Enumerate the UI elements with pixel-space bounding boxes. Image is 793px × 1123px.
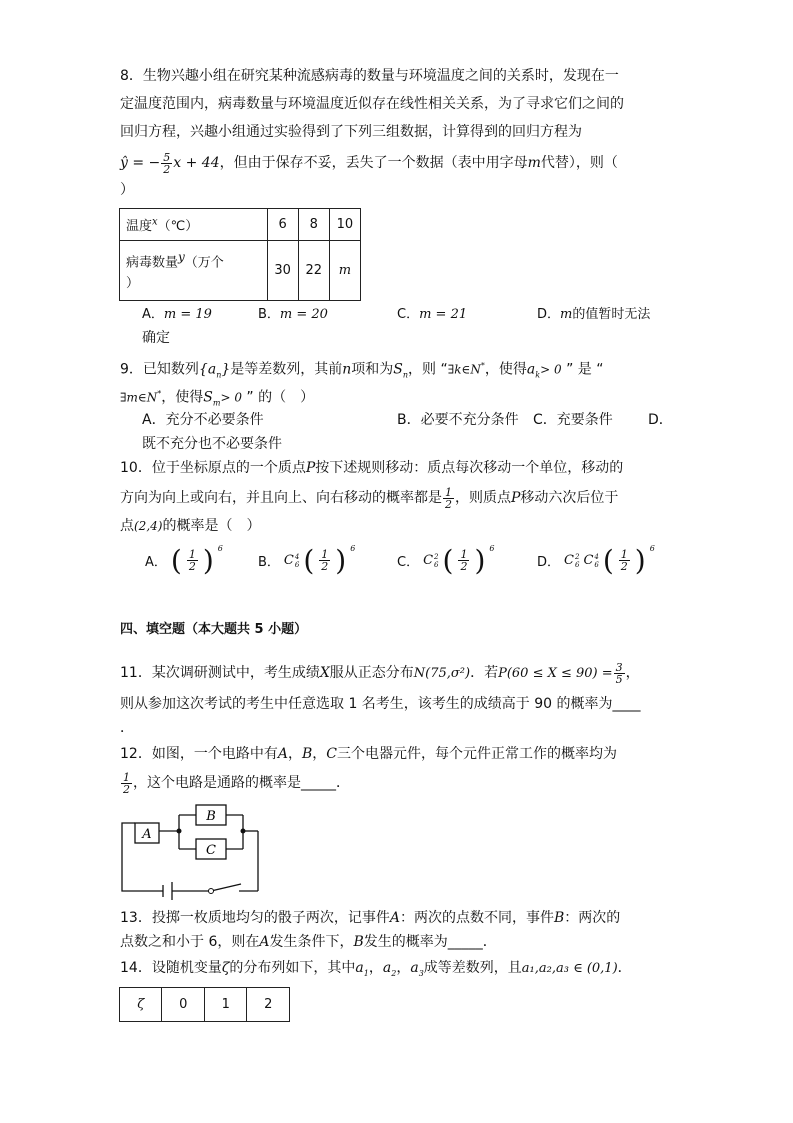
q14-distribution-table <box>119 987 290 1022</box>
q14-line-1: 14．设随机变量ζ的分布列如下，其中$a_1$，$a_2$，$a_3$成等差数列，且a₁,a₂,a₃ ∈ (0,1)． <box>120 960 632 978</box>
section-heading: 四、填空题（本大题共 5 小题） <box>120 622 308 637</box>
table-cell: 6 <box>267 209 298 241</box>
q11-line-3: ． <box>120 720 134 736</box>
q9-option-d-continued: 既不充分也不必要条件 <box>142 436 282 452</box>
label-a: A <box>142 827 152 842</box>
table-cell: 1 <box>204 988 247 1022</box>
q12-line-2: $\frac{1}{2}$ ，这个电路是通路的概率是_____． <box>123 770 350 796</box>
label-b: B <box>206 809 216 824</box>
table-cell: m <box>329 241 360 301</box>
q10-line-2: 方向为向上或向右，并且向上、向右移动的概率都是 $\frac{1}{2}$ ，则质点P移动六次后位于 <box>120 485 619 511</box>
q9-line-1: 9．已知数列$\{a_n\}$是等差数列，其前n项和为$S_n$，则 “∃k∈N*，使得$a_k> 0$ ” 是 “ <box>120 361 604 380</box>
table-cell: 8 <box>298 209 329 241</box>
label-c: C <box>206 843 216 858</box>
q8-data-table <box>119 208 361 301</box>
table-cell: ζ <box>120 988 162 1022</box>
q8-line-2: 定温度范围内，病毒数量与环境温度近似存在线性相关关系，为了寻求它们之间的 <box>120 96 624 112</box>
q8-line-5: ） <box>120 182 134 198</box>
q10-option-b: B． C 4 6 ( $\frac{1}{2}$ ) 6 <box>258 544 356 577</box>
q9-option-d: D． <box>648 412 673 428</box>
q8-option-d-continued: 确定 <box>142 330 170 346</box>
q9-line-2: ∃m∈N*，使得$S_m> 0$ ” 的（ ） <box>120 389 315 408</box>
q11-line-2: 则从参加这次考试的考生中任意选取 1 名考生，该考生的成绩高于 90 的概率为____ <box>120 696 641 712</box>
q13-line-1: 13．投掷一枚质地均匀的骰子两次，记事件A：两次的点数不同，事件B：两次的 <box>120 910 621 926</box>
table-cell: 22 <box>298 241 329 301</box>
q9-option-a: A．充分不必要条件 <box>142 412 264 428</box>
q8-option-a: A．m = 19 <box>142 307 212 322</box>
q8-line-4: ŷ = − $\frac{5}{2}$ x + 44，但由于保存不妥，丢失了一个数据（表中用字母m代替），则（ <box>120 150 618 176</box>
q13-line-2: 点数之和小于 6，则在A发生条件下，B发生的概率为_____． <box>120 934 497 950</box>
q10-option-a: A． ( $\frac{1}{2}$ ) 6 <box>145 544 223 577</box>
table-cell: 10 <box>329 209 360 241</box>
q8-line-1: 8．生物兴趣小组在研究某种流感病毒的数量与环境温度之间的关系时，发现在一 <box>120 68 619 84</box>
q8-option-b: B．m = 20 <box>258 307 328 322</box>
q10-line-3: 点(2,4)的概率是（ ） <box>120 518 261 534</box>
q10-line-1: 10．位于坐标原点的一个质点P按下述规则移动：质点每次移动一个单位，移动的 <box>120 460 624 476</box>
q9-option-c: C．充要条件 <box>533 412 613 428</box>
q9-option-b: B．必要不充分条件 <box>397 412 519 428</box>
q10-option-c: C． C 2 6 ( $\frac{1}{2}$ ) 6 <box>397 544 495 577</box>
q11-line-1: 11．某次调研测试中，考生成绩X服从正态分布N(75,σ²)．若P(60 ≤ X ≤ 90) = $\frac{3}{5}$ ， <box>120 660 640 686</box>
table-header-virus-count: 病毒数量y（万个 ） <box>120 241 268 301</box>
q8-option-d: D．m的值暂时无法 <box>537 307 651 322</box>
table-header-temperature: 温度$^x$（℃） <box>120 209 268 241</box>
table-cell: 30 <box>267 241 298 301</box>
q8-line-3: 回归方程，兴趣小组通过实验得到了下列三组数据，计算得到的回归方程为 <box>120 124 582 140</box>
q12-line-1: 12．如图，一个电路中有A，B，C三个电器元件，每个元件正常工作的概率均为 <box>120 746 617 762</box>
fraction: $\frac{5}{2}$ <box>163 150 171 176</box>
q10-option-d: D． C 2 6 C 4 6 ( $\frac{1}{2}$ ) 6 <box>537 544 655 577</box>
q8-option-c: C．m = 21 <box>397 307 468 322</box>
table-cell: 2 <box>247 988 290 1022</box>
circuit-diagram <box>115 800 270 900</box>
table-cell: 0 <box>162 988 205 1022</box>
fraction: $\frac{1}{2}$ <box>445 485 452 511</box>
